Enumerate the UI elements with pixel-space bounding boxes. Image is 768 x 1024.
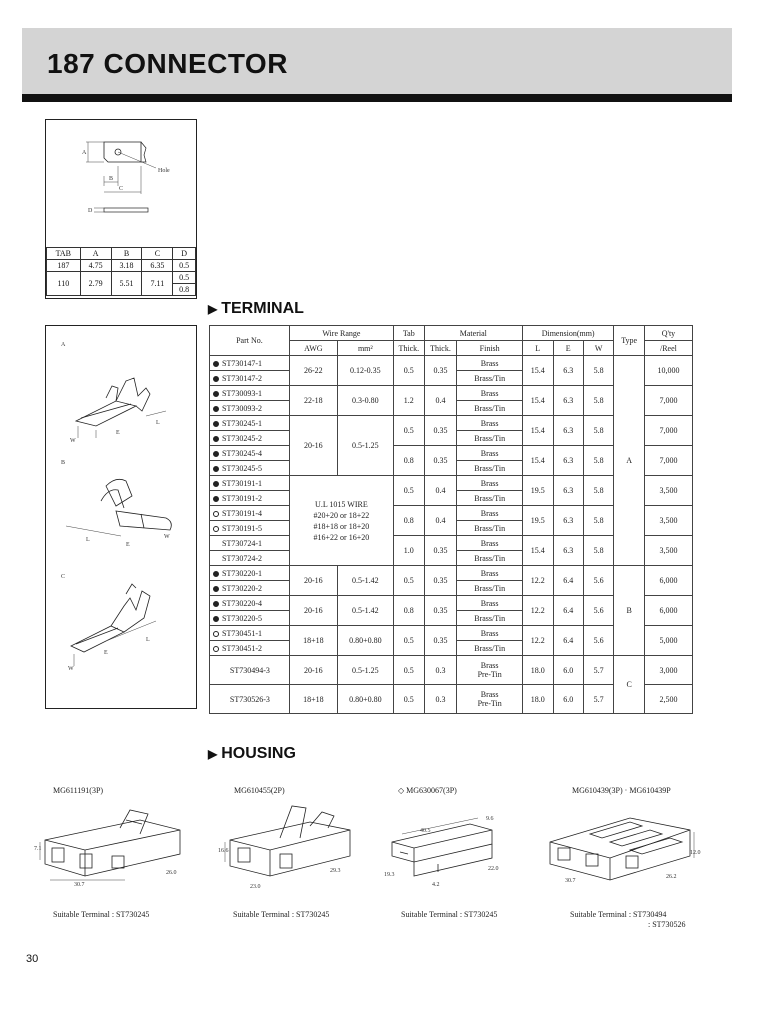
col-header: D <box>173 248 196 260</box>
cell-qty: 6,000 <box>644 566 692 596</box>
table-header-row <box>47 248 196 260</box>
part-number <box>210 356 290 371</box>
terminal-drawings-box <box>45 325 197 709</box>
dim-label-d: D <box>88 208 93 214</box>
page-number: 30 <box>26 953 39 965</box>
housing-2-dim: 16.6 <box>218 848 229 854</box>
cell: 7.11 <box>142 272 173 296</box>
part-number <box>210 641 290 656</box>
col-header-mm2: mm² <box>337 341 393 356</box>
terminal-heading <box>208 300 304 318</box>
part-number-text: ST730245-1 <box>222 418 262 428</box>
cell-type: C <box>614 656 645 714</box>
drawing-label-e-c: E <box>104 650 108 656</box>
finish-line: Brass <box>480 661 499 670</box>
dim-label-c: C <box>119 186 124 192</box>
drawing-label-a: A <box>61 342 66 348</box>
part-number <box>210 476 290 491</box>
part-number-text: ST730245-2 <box>222 433 262 443</box>
cell-w: 5.6 <box>583 596 613 626</box>
cell-awg: 20-16 <box>289 416 337 476</box>
housing-1-dim: 26.0 <box>166 870 177 876</box>
triangle-right-icon: ▶ <box>208 302 218 316</box>
housing-3-drawing <box>392 824 492 876</box>
col-header: B <box>111 248 142 260</box>
table-header-row <box>210 326 693 341</box>
part-number-text: ST730191-1 <box>222 478 262 488</box>
cell-l: 15.4 <box>522 386 553 416</box>
cell-e: 6.4 <box>553 626 583 656</box>
col-header-finish: Finish <box>457 341 523 356</box>
part-number <box>210 401 290 416</box>
cell-qty: 7,000 <box>644 446 692 476</box>
housing-heading <box>208 745 296 763</box>
solid-dot-icon <box>213 601 219 607</box>
cell: 187 <box>47 260 81 272</box>
cell-e: 6.3 <box>553 446 583 476</box>
cell-mat-thick: 0.35 <box>424 356 457 386</box>
part-number <box>210 626 290 641</box>
part-number <box>210 371 290 386</box>
housing-3-dim: 4.2 <box>432 882 440 888</box>
col-header-part-no: Part No. <box>210 326 290 356</box>
part-number <box>210 386 290 401</box>
ul-wire-line: U.L 1015 WIRE <box>315 499 368 509</box>
drawing-label-b: B <box>61 460 66 466</box>
cell-finish: Brass <box>457 416 523 431</box>
cell-mm2: 0.80+0.80 <box>337 626 393 656</box>
solid-dot-icon <box>213 466 219 472</box>
part-number-text: ST730220-2 <box>222 583 262 593</box>
col-header-w: W <box>583 341 613 356</box>
cell-mm2: 0.3-0.80 <box>337 386 393 416</box>
cell-mat-thick: 0.35 <box>424 416 457 446</box>
housing-suitable-4b: : ST730526 <box>648 920 686 929</box>
cell-w: 5.8 <box>583 446 613 476</box>
solid-dot-icon <box>213 391 219 397</box>
solid-dot-icon <box>213 361 219 367</box>
part-number <box>210 536 290 551</box>
cell-w: 5.8 <box>583 476 613 506</box>
cell-finish: Brass <box>457 536 523 551</box>
cell-finish: Brass <box>457 446 523 461</box>
part-number <box>210 446 290 461</box>
part-number-text: ST730093-1 <box>222 388 262 398</box>
dim-label-hole: Hole <box>158 168 170 174</box>
cell-w: 5.6 <box>583 626 613 656</box>
finish-line: Pre-Tin <box>477 670 502 679</box>
housing-4-drawing <box>550 818 690 880</box>
blank-marker <box>213 541 219 547</box>
housing-1-dim: 30.7 <box>74 882 85 888</box>
cell-mat-thick: 0.3 <box>424 685 457 714</box>
solid-dot-icon <box>213 496 219 502</box>
cell-finish: Brass/Tin <box>457 521 523 536</box>
table-row <box>210 566 693 581</box>
part-number <box>210 431 290 446</box>
table-row <box>210 356 693 371</box>
cell-qty: 2,500 <box>644 685 692 714</box>
housing-suitable-1: Suitable Terminal : ST730245 <box>53 910 150 919</box>
housing-drawings <box>30 798 750 908</box>
cell-mm2: 0.5-1.42 <box>337 566 393 596</box>
part-number-text: ST730220-4 <box>222 598 262 608</box>
part-number-text: ST730093-2 <box>222 403 262 413</box>
table-row <box>47 260 196 272</box>
housing-3-dim: 40.5 <box>420 828 431 834</box>
cell-mm2: 0.5-1.25 <box>337 656 393 685</box>
cell-e: 6.4 <box>553 596 583 626</box>
part-number-text: ST730220-1 <box>222 568 262 578</box>
terminal-c-drawing <box>71 584 150 652</box>
triangle-right-icon: ▶ <box>208 747 218 761</box>
cell-mm2: 0.5-1.42 <box>337 596 393 626</box>
part-number <box>210 416 290 431</box>
col-header-dimension: Dimension(mm) <box>522 326 613 341</box>
housing-suitable-2: Suitable Terminal : ST730245 <box>233 910 330 919</box>
cell-mat-thick: 0.3 <box>424 656 457 685</box>
cell-mat-thick: 0.35 <box>424 596 457 626</box>
drawing-label-w-c: W <box>68 666 74 672</box>
page-title: 187 CONNECTOR <box>47 48 288 79</box>
part-number-text: ST730245-4 <box>222 448 262 458</box>
cell-qty: 7,000 <box>644 416 692 446</box>
cell-mat-thick: 0.4 <box>424 476 457 506</box>
cell-w: 5.7 <box>583 685 613 714</box>
cell: 6.35 <box>142 260 173 272</box>
solid-dot-icon <box>213 406 219 412</box>
cell-finish: Brass/Tin <box>457 401 523 416</box>
col-header-awg: AWG <box>289 341 337 356</box>
solid-dot-icon <box>213 451 219 457</box>
housing-suitable-3: Suitable Terminal : ST730245 <box>401 910 498 919</box>
part-number <box>210 596 290 611</box>
cell-finish: Brass <box>457 596 523 611</box>
part-number <box>210 566 290 581</box>
part-number-text: ST730451-1 <box>222 628 262 638</box>
drawing-label-l-c: L <box>146 637 150 643</box>
part-number-text: ST730451-2 <box>222 643 262 653</box>
housing-heading-label: HOUSING <box>221 745 296 762</box>
cell-tab-thick: 0.5 <box>393 685 424 714</box>
col-header-reel: /Reel <box>644 341 692 356</box>
part-number-text: ST730220-5 <box>222 613 262 623</box>
cell-qty: 3,500 <box>644 506 692 536</box>
terminal-b-drawing <box>101 479 171 530</box>
cell-tab-thick: 0.8 <box>393 446 424 476</box>
col-header-l: L <box>522 341 553 356</box>
housing-2-drawing <box>230 806 350 876</box>
finish-line: Brass <box>480 690 499 699</box>
housing-3-dim: 22.0 <box>488 866 499 872</box>
cell-ul-wire <box>289 476 393 566</box>
header-rule <box>22 94 732 102</box>
cell-e: 6.3 <box>553 536 583 566</box>
part-number-text: ST730191-2 <box>222 493 262 503</box>
cell-l: 12.2 <box>522 566 553 596</box>
cell-finish: Brass/Tin <box>457 371 523 386</box>
cell-finish: Brass <box>457 626 523 641</box>
cell-finish: Brass <box>457 476 523 491</box>
part-number-text: ST730147-1 <box>222 358 262 368</box>
cell-e: 6.3 <box>553 476 583 506</box>
cell-awg: 20-16 <box>289 596 337 626</box>
part-number <box>210 685 290 714</box>
solid-dot-icon <box>213 616 219 622</box>
terminal-drawings <box>46 326 196 708</box>
cell-finish: Brass/Tin <box>457 581 523 596</box>
cell: 0.5 <box>173 260 196 272</box>
housing-2-dim: 23.0 <box>250 884 261 890</box>
housing-4-dim: 30.7 <box>565 878 576 884</box>
part-number <box>210 656 290 685</box>
cell-qty: 5,000 <box>644 626 692 656</box>
part-number <box>210 491 290 506</box>
dim-label-b: B <box>109 176 114 182</box>
cell-tab-thick: 0.5 <box>393 416 424 446</box>
cell-e: 6.4 <box>553 566 583 596</box>
housing-4-dim: 26.2 <box>666 874 677 880</box>
cell-w: 5.6 <box>583 566 613 596</box>
solid-dot-icon <box>213 376 219 382</box>
cell-e: 6.0 <box>553 656 583 685</box>
cell-finish: Brass/Tin <box>457 461 523 476</box>
cell-awg: 18+18 <box>289 626 337 656</box>
hollow-circle-icon <box>213 646 219 652</box>
solid-dot-icon <box>213 481 219 487</box>
cell-w: 5.8 <box>583 536 613 566</box>
tab-dimension-table <box>46 247 196 296</box>
cell-awg: 18+18 <box>289 685 337 714</box>
col-header-material: Material <box>424 326 522 341</box>
col-header: C <box>142 248 173 260</box>
cell-awg: 26-22 <box>289 356 337 386</box>
drawing-label-e-b: E <box>126 542 130 548</box>
part-number-text: ST730191-5 <box>222 523 262 533</box>
cell-mat-thick: 0.4 <box>424 386 457 416</box>
cell-w: 5.8 <box>583 386 613 416</box>
cell-w: 5.7 <box>583 656 613 685</box>
cell: 0.5 <box>173 272 196 284</box>
cell-l: 15.4 <box>522 446 553 476</box>
col-header-type: Type <box>614 326 645 356</box>
cell-finish <box>457 656 523 685</box>
finish-line: Pre-Tin <box>477 699 502 708</box>
cell-qty: 3,500 <box>644 476 692 506</box>
cell-mm2: 0.5-1.25 <box>337 416 393 476</box>
housing-suitable-4: Suitable Terminal : ST730494 <box>570 910 667 919</box>
cell-tab-thick: 0.5 <box>393 476 424 506</box>
cell-finish: Brass <box>457 386 523 401</box>
part-number-text: ST730526-3 <box>229 694 270 704</box>
terminal-table <box>209 325 693 714</box>
cell-tab-thick: 0.5 <box>393 356 424 386</box>
cell-finish: Brass <box>457 356 523 371</box>
col-header-tab-thick: Thick. <box>393 341 424 356</box>
cell-mm2: 0.80+0.80 <box>337 685 393 714</box>
cell: 3.18 <box>111 260 142 272</box>
cell-e: 6.3 <box>553 416 583 446</box>
cell-l: 12.2 <box>522 626 553 656</box>
part-number-text: ST730494-3 <box>229 665 270 675</box>
drawing-label-w-b: W <box>164 534 170 540</box>
housing-model-2: MG610455(2P) <box>234 786 285 795</box>
housing-1-drawing <box>45 810 180 876</box>
cell-tab-thick: 0.5 <box>393 626 424 656</box>
table-row <box>210 656 693 685</box>
cell-qty: 3,000 <box>644 656 692 685</box>
part-number-text: ST730245-5 <box>222 463 262 473</box>
cell-tab-thick: 1.0 <box>393 536 424 566</box>
housing-model-4: MG610439(3P) · MG610439P <box>572 786 671 795</box>
drawing-label-l-a: L <box>156 420 160 426</box>
cell-mat-thick: 0.35 <box>424 566 457 596</box>
cell-l: 15.4 <box>522 536 553 566</box>
cell-qty: 10,000 <box>644 356 692 386</box>
ul-wire-line: #18+18 or 18+20 <box>313 521 370 531</box>
cell-finish: Brass/Tin <box>457 431 523 446</box>
housing-model-3: ◇ MG630067(3P) <box>398 786 457 795</box>
cell: 4.75 <box>80 260 111 272</box>
ul-wire-line: #20+20 or 18+22 <box>313 510 370 520</box>
solid-dot-icon <box>213 586 219 592</box>
dim-label-a: A <box>82 150 87 156</box>
cell-qty: 3,500 <box>644 536 692 566</box>
cell-finish: Brass <box>457 506 523 521</box>
cell-qty: 7,000 <box>644 386 692 416</box>
hollow-circle-icon <box>213 526 219 532</box>
part-number-text: ST730147-2 <box>222 373 262 383</box>
drawing-label-w-a: W <box>70 438 76 444</box>
col-header: TAB <box>47 248 81 260</box>
cell-awg: 20-16 <box>289 656 337 685</box>
solid-dot-icon <box>213 421 219 427</box>
cell-l: 18.0 <box>522 685 553 714</box>
housing-1-dim: 7.1 <box>34 846 42 852</box>
blank-marker <box>213 556 219 562</box>
cell-type: A <box>614 356 645 566</box>
terminal-heading-label: TERMINAL <box>221 300 304 317</box>
cell-tab-thick: 0.8 <box>393 596 424 626</box>
col-header: A <box>80 248 111 260</box>
cell-mat-thick: 0.4 <box>424 506 457 536</box>
drawing-label-c: C <box>61 574 66 580</box>
hollow-circle-icon <box>213 631 219 637</box>
housing-3-dim: 19.3 <box>384 872 395 878</box>
cell-l: 15.4 <box>522 416 553 446</box>
cell-finish: Brass/Tin <box>457 551 523 566</box>
cell-mm2: 0.12-0.35 <box>337 356 393 386</box>
part-number <box>210 611 290 626</box>
part-number-text: ST730724-2 <box>222 553 262 563</box>
col-header-mat-thick: Thick. <box>424 341 457 356</box>
ul-wire-line: #16+22 or 16+20 <box>313 532 370 542</box>
cell: 0.8 <box>173 284 196 296</box>
cell-finish: Brass <box>457 566 523 581</box>
col-header-tab: Tab <box>393 326 424 341</box>
hollow-circle-icon <box>213 511 219 517</box>
cell-tab-thick: 1.2 <box>393 386 424 416</box>
cell-tab-thick: 0.8 <box>393 506 424 536</box>
cell-e: 6.3 <box>553 506 583 536</box>
part-number <box>210 551 290 566</box>
cell-qty: 6,000 <box>644 596 692 626</box>
cell-l: 19.5 <box>522 476 553 506</box>
cell-mat-thick: 0.35 <box>424 446 457 476</box>
drawing-label-l-b: L <box>86 537 90 543</box>
part-number-text: ST730191-4 <box>222 508 262 518</box>
cell: 110 <box>47 272 81 296</box>
cell-tab-thick: 0.5 <box>393 656 424 685</box>
cell-e: 6.3 <box>553 356 583 386</box>
cell: 5.51 <box>111 272 142 296</box>
housing-3-dim: 9.6 <box>486 816 494 822</box>
drawing-label-e-a: E <box>116 430 120 436</box>
cell-w: 5.8 <box>583 416 613 446</box>
cell-l: 18.0 <box>522 656 553 685</box>
cell-finish: Brass/Tin <box>457 641 523 656</box>
part-number <box>210 461 290 476</box>
table-row <box>47 272 196 284</box>
solid-dot-icon <box>213 436 219 442</box>
part-number <box>210 506 290 521</box>
solid-dot-icon <box>213 571 219 577</box>
col-header-wire-range: Wire Range <box>289 326 393 341</box>
cell-awg: 22-18 <box>289 386 337 416</box>
cell-mat-thick: 0.35 <box>424 536 457 566</box>
tab-drawing <box>46 120 196 246</box>
part-number <box>210 581 290 596</box>
cell-finish: Brass/Tin <box>457 491 523 506</box>
housing-4-dim: 12.0 <box>690 850 701 856</box>
tab-drawing-box <box>45 119 197 299</box>
cell-w: 5.8 <box>583 506 613 536</box>
cell: 2.79 <box>80 272 111 296</box>
terminal-a-drawing <box>76 378 150 426</box>
cell-l: 19.5 <box>522 506 553 536</box>
cell-awg: 20-16 <box>289 566 337 596</box>
cell-mat-thick: 0.35 <box>424 626 457 656</box>
cell-l: 12.2 <box>522 596 553 626</box>
housing-2-dim: 29.3 <box>330 868 341 874</box>
cell-finish: Brass/Tin <box>457 611 523 626</box>
cell-tab-thick: 0.5 <box>393 566 424 596</box>
cell-w: 5.8 <box>583 356 613 386</box>
cell-e: 6.3 <box>553 386 583 416</box>
cell-type: B <box>614 566 645 656</box>
part-number-text: ST730724-1 <box>222 538 262 548</box>
col-header-qty: Q'ty <box>644 326 692 341</box>
cell-l: 15.4 <box>522 356 553 386</box>
cell-finish <box>457 685 523 714</box>
housing-model-1: MG611191(3P) <box>53 786 104 795</box>
col-header-e: E <box>553 341 583 356</box>
part-number <box>210 521 290 536</box>
cell-e: 6.0 <box>553 685 583 714</box>
